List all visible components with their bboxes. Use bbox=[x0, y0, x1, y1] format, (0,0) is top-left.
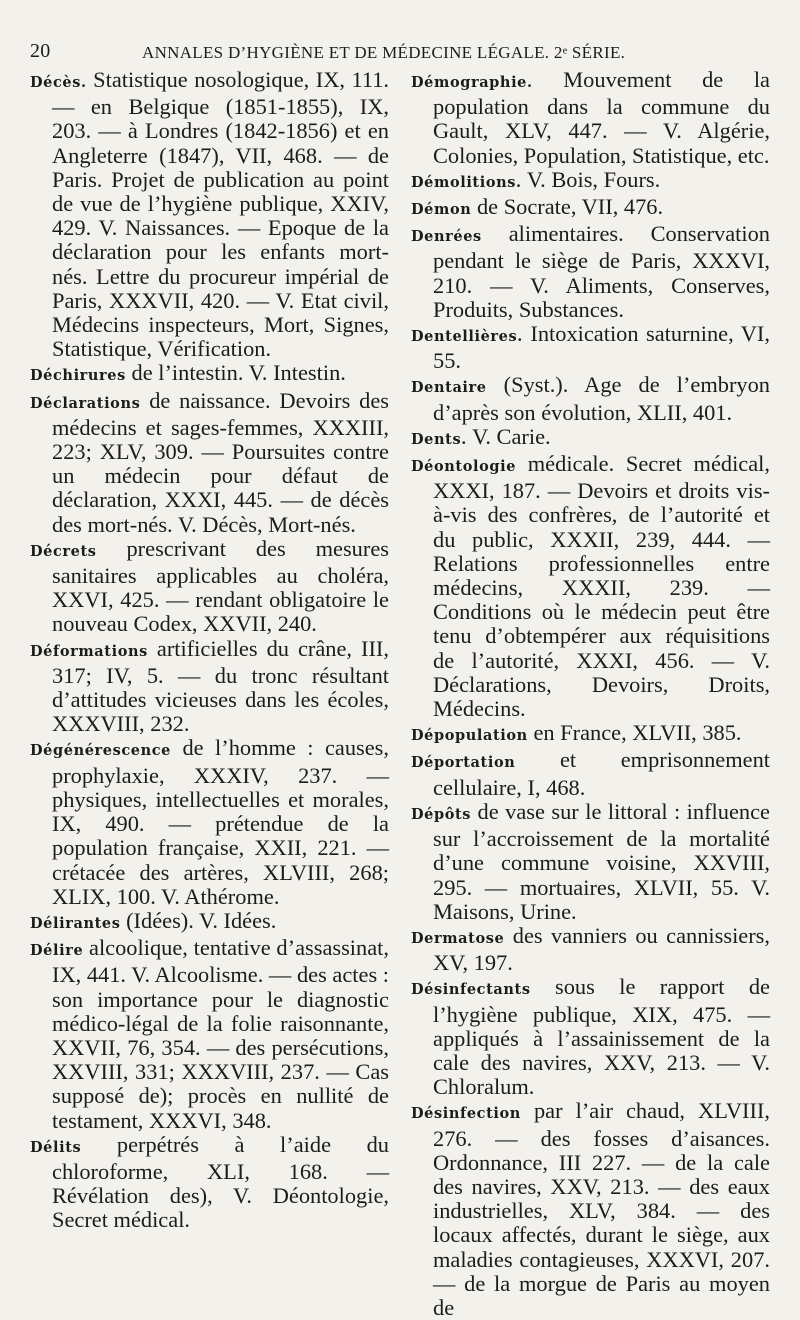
index-entry-text: V. Carie. bbox=[472, 423, 551, 449]
index-keyword: Délits bbox=[30, 1138, 82, 1156]
index-entry-text: en France, XLVII, 385. bbox=[533, 720, 742, 746]
index-keyword: Décrets bbox=[30, 542, 97, 560]
index-entry-text: Mouvement de la population dans la commune du Gault, XLV, 447. — V. Algérie, Colonies, Population, Statistique, etc. bbox=[433, 67, 770, 168]
index-keyword: Déportation bbox=[411, 754, 516, 772]
index-entry bbox=[411, 373, 770, 424]
index-keyword: Délirantes bbox=[30, 914, 121, 932]
index-keyword: Déontologie bbox=[411, 458, 517, 476]
index-entry-text: médicale. Secret médical, XXXI, 187. — Devoirs et droits vis-à-vis des confrères, de l’autorité et du public, XXXII, 239, 444. — Relations professionnelles entre médecins, XXXII, 239. — Conditions où le médecin peut être tenu d’obtempérer aux réquisitions de l’autorité, XXXI, 456. — V. Déclarations, Devoirs, Droits, Médecins. bbox=[433, 451, 770, 722]
journal-title: ANNALES D’HYGIÈNE ET DE MÉDECINE LÉGALE. 2ᵉ SÉRIE. bbox=[142, 43, 626, 62]
index-keyword: Délire bbox=[30, 942, 84, 960]
index-entry-text: de naissance. Devoirs des médecins et sages-femmes, XXXIII, 223; XLV, 309. — Poursuites contre un médecin pour défaut de déclaration, XXXI, 445. — de décès des mort-nés. V. Décès, Mort-nés. bbox=[52, 387, 389, 537]
index-entry bbox=[411, 1099, 770, 1320]
index-entry bbox=[411, 975, 770, 1099]
index-entry bbox=[411, 721, 770, 748]
index-entry bbox=[30, 936, 389, 1133]
index-entry bbox=[411, 425, 770, 452]
index-entry-text: de vase sur le littoral : influence sur l’accroissement de la mortalité d’une commune voisine, XXVIII, 295. — mortuaires, XLVII, 55. V. Maisons, Urine. bbox=[433, 798, 770, 924]
index-entry-text: alimentaires. Conservation pendant le siège de Paris, XXXVI, 210. — V. Aliments, Conserves, Produits, Substances. bbox=[433, 221, 770, 322]
index-entry-text: de Socrate, VII, 476. bbox=[476, 194, 664, 220]
index-entry-text: des vanniers ou cannissiers, XV, 197. bbox=[433, 922, 770, 976]
index-entry-text: alcoolique, tentative d’assassinat, IX, 441. V. Alcoolisme. — des actes : son importance pour le diagnostic médico-légal de la folie raisonnante, XXVII, 76, 354. — des persécutions, XXVIII, 331; XXXVIII, 237. — Cas supposé de); procès en nullité de testament, XXXVI, 348. bbox=[52, 935, 389, 1133]
index-keyword: Désinfectants bbox=[411, 981, 531, 999]
index-entry-text: par l’air chaud, XLVIII, 276. — des fosses d’aisances. Ordonnance, III 227. — de la cale des navires, XXV, 213. — des eaux industrielles, XLV, 384. — des locaux affectés, durant le siège, aux maladies contagieuses, XXXVI, 207. — de la morgue de Paris au moyen de bbox=[433, 1098, 770, 1320]
index-keyword: Dépôts bbox=[411, 805, 472, 823]
index-entry bbox=[30, 637, 389, 737]
left-column bbox=[30, 68, 389, 1320]
index-keyword: Décès. bbox=[30, 74, 87, 91]
index-entry bbox=[30, 1133, 389, 1233]
running-header bbox=[30, 40, 770, 70]
index-keyword: Désinfection bbox=[411, 1105, 521, 1123]
right-column bbox=[411, 68, 770, 1320]
index-entry-text: de l’intestin. V. Intestin. bbox=[131, 360, 346, 386]
index-entry bbox=[30, 361, 389, 388]
index-entry bbox=[411, 168, 770, 195]
index-entry-text: et emprisonnement cellulaire, I, 468. bbox=[433, 747, 770, 800]
index-keyword: Dentellières. bbox=[411, 328, 523, 346]
index-entry bbox=[30, 389, 389, 537]
index-entry bbox=[411, 924, 770, 975]
index-entry-text: Statistique nosologique, IX, 111. — en Belgique (1851-1855), IX, 203. — à Londres (1842-1856) et en Angleterre (1847), VII, 468. — de Paris. Projet de publication au point de vue de l’hygiène publique, XXIV, 429. V. Naissances. — Epoque de la déclaration pour les enfants mort-nés. Lettre du procureur impérial de Paris, XXXVII, 420. — V. Etat civil, Médecins inspecteurs, Mort, Signes, Statistique, Vérification. bbox=[52, 67, 389, 362]
index-entry-text: sous le rapport de l’hygiène publique, XIX, 475. — appliqués à l’assainissement de la cale des navires, XXV, 213. — V. Chloralum. bbox=[433, 974, 770, 1100]
index-keyword: Déformations bbox=[30, 642, 148, 660]
index-keyword: Dentaire bbox=[411, 379, 487, 397]
index-keyword: Déchirures bbox=[30, 367, 126, 385]
index-keyword: Dermatose bbox=[411, 929, 505, 947]
index-entry bbox=[411, 222, 770, 322]
index-keyword: Denrées bbox=[411, 228, 482, 246]
index-entry-text: V. Bois, Fours. bbox=[526, 166, 661, 192]
index-entry-text: artificielles du crâne, III, 317; IV, 5. — du tronc résultant d’attitudes vicieuses dans les écoles, XXXVIII, 232. bbox=[52, 635, 389, 737]
index-keyword: Démographie. bbox=[411, 74, 533, 91]
index-keyword: Démolitions. bbox=[411, 173, 522, 191]
index-keyword: Dents. bbox=[411, 430, 467, 448]
page-number: 20 bbox=[30, 40, 51, 62]
index-entry-text: (Idées). V. Idées. bbox=[126, 907, 277, 933]
index-entry-text: (Syst.). Age de l’embryon d’après son évolution, XLII, 401. bbox=[433, 372, 770, 425]
index-entry bbox=[30, 736, 389, 908]
index-entry-text: Intoxication saturnine, VI, 55. bbox=[433, 321, 770, 374]
index-entry bbox=[411, 195, 770, 222]
index-entry bbox=[30, 909, 389, 936]
index-keyword: Déclarations bbox=[30, 394, 141, 412]
index-entry bbox=[411, 452, 770, 721]
index-entry bbox=[411, 68, 770, 168]
index-entry-text: perpétrés à l’aide du chloroforme, XLI, 168. — Révélation des), V. Déontologie, Secret médical. bbox=[52, 1131, 389, 1233]
index-entry bbox=[411, 800, 770, 924]
index-entry bbox=[30, 537, 389, 637]
index-keyword: Dégénérescence bbox=[30, 742, 172, 760]
index-keyword: Démon bbox=[411, 201, 472, 219]
index-columns bbox=[30, 68, 770, 1320]
index-entry bbox=[30, 68, 389, 361]
index-entry bbox=[411, 322, 770, 373]
index-entry-text: de l’homme : causes, prophylaxie, XXXIV, 237. — physiques, intellectuelles et morales, IX, 490. — prétendue de la population française, XXII, 221. — crétacée des artères, XLVIII, 268; XLIX, 100. V. Athérome. bbox=[52, 735, 389, 909]
index-entry bbox=[411, 748, 770, 799]
index-keyword: Dépopulation bbox=[411, 727, 528, 745]
index-entry-text: prescrivant des mesures sanitaires applicables au choléra, XXVI, 425. — rendant obligatoire le nouveau Codex, XXVII, 240. bbox=[52, 535, 389, 637]
